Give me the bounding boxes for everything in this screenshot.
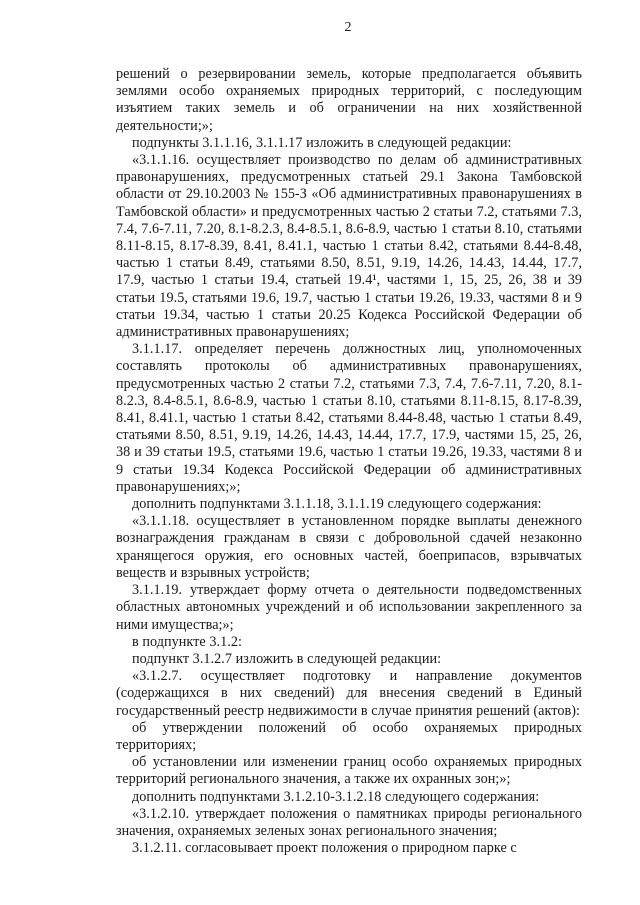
paragraph-3-1-2-7-intro: подпункт 3.1.2.7 изложить в следующей редакции: — [132, 650, 442, 667]
page-number: 2 — [344, 20, 352, 35]
paragraph-3-1-1-16: «3.1.1.16. осуществляет производство по делам об административных правонарушениях, предусмотренных статьей 29.1 Закона Тамбовской области от 29.10.2003 № 155-З «Об административных правонарушениях в Тамбовской области» и предусмотренных частью 2 статьи 7.2, статьями 7.3, 7.4, 7.6-7.11, 7.20, 8.1-8.2.3, 8.4-8.5.1, 8.6-8.9, частью 1 статьи 8.10, статьями 8.11-8.15, 8.17-8.39, 8.41, 8.41.1, частью 1 статьи 8.42, статьями 8.44-8.48, частью 1 статьи 8.49, статьями 8.50, 8.51, 9.19, 14.26, 14.43, 14.44, 17.7, 17.9, частью 1 статьи 19.4, статьей 19.4¹, частями 1, 15, 25, 26, 38 и 39 статьи 19.5, статьями 19.6, 19.7, частью 1 статьи 19.26, 19.33, частями 8 и 9 статьи 19.34, частью 1 статьи 20.25 Кодекса Российской Федерации об административных правонарушениях; — [116, 152, 582, 341]
paragraph-in-subpoint-3-1-2: в подпункте 3.1.2: — [132, 633, 242, 650]
paragraph-3-1-2-10: «3.1.2.10. утверждает положения о памятниках природы регионального значения, охраняемых зеленых зонах регионального значения; — [116, 805, 582, 839]
paragraph-add-subpoints-intro: дополнить подпунктами 3.1.1.18, 3.1.1.19 следующего содержания: — [132, 496, 542, 513]
paragraph-continuation: решений о резервировании земель, которые предполагается объявить землями особо охраняемых природных территорий, с последующим изъятием таких земель и об ограничении на них хозяйственной деятельности;»; — [116, 66, 582, 134]
paragraph-3-1-2-11: 3.1.2.11. согласовывает проект положения о природном парке с — [132, 840, 517, 857]
paragraph-3-1-2-7: «3.1.2.7. осуществляет подготовку и направление документов (содержащихся в них сведений) для внесения сведений в Единый государственный реестр недвижимости в случае принятия решений (актов): — [116, 668, 582, 719]
paragraph-borders-change: об установлении или изменении границ особо охраняемых природных территорий регионального значения, а также их охранных зон;»; — [116, 754, 582, 788]
paragraph-3-1-1-19: 3.1.1.19. утверждает форму отчета о деятельности подведомственных областных автономных учреждений и об использовании закрепленного за ними имущества;»; — [116, 582, 582, 633]
paragraph-add-3-1-2-10-intro: дополнить подпунктами 3.1.2.10-3.1.2.18 следующего содержания: — [132, 788, 540, 805]
paragraph-3-1-1-17: 3.1.1.17. определяет перечень должностных лиц, уполномоченных составлять протоколы об административных правонарушениях, предусмотренных частью 2 статьи 7.2, статьями 7.3, 7.4, 7.6-7.11, 7.20, 8.1-8.2.3, 8.4-8.5.1, 8.6-8.9, частью 1 статьи 8.10, статьями 8.11-8.15, 8.17-8.39, 8.41, 8.41.1, частью 1 статьи 8.42, статьями 8.44-8.48, частью 1 статьи 8.49, статьями 8.50, 8.51, 9.19, 14.26, 14.43, 14.44, 17.7, 17.9, частями 15, 25, 26, 38 и 39 статьи 19.5, статьями 19.6, частью 1 статьи 19.26, 19.33, частями 8 и 9 статьи 19.34 Кодекса Российской Федерации об административных правонарушениях;»; — [116, 341, 582, 495]
paragraph-subpoints-intro: подпункты 3.1.1.16, 3.1.1.17 изложить в следующей редакции: — [132, 134, 512, 151]
paragraph-approval-regulations: об утверждении положений об особо охраняемых природных территориях; — [116, 719, 582, 753]
paragraph-3-1-1-18: «3.1.1.18. осуществляет в установленном порядке выплаты денежного вознаграждения гражданам в связи с добровольной сдачей незаконно хранящегося оружия, его основных частей, боеприпасов, взрывчатых веществ и взрывных устройств; — [116, 513, 582, 581]
